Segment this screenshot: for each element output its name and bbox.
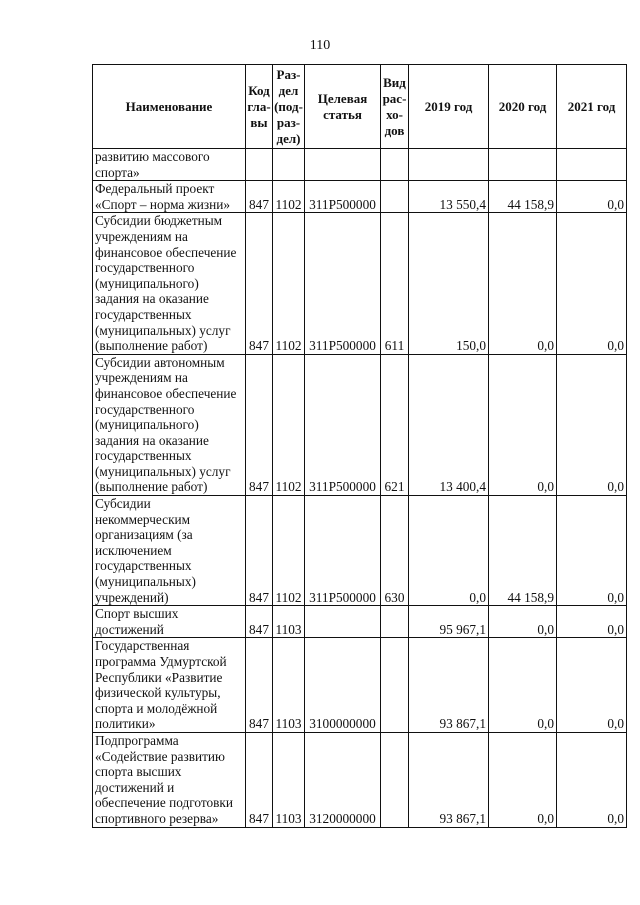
- row-expense-type: [381, 606, 409, 638]
- row-2019: 95 967,1: [409, 606, 489, 638]
- row-section: 1102: [273, 181, 305, 213]
- budget-table: [92, 64, 627, 828]
- row-2019: 13 550,4: [409, 181, 489, 213]
- col-header-code: Код гла- вы: [246, 65, 273, 149]
- row-target: [305, 149, 381, 181]
- row-2021: 0,0: [557, 638, 627, 733]
- row-target: 3100000000: [305, 638, 381, 733]
- row-name: Субсидии автономным учреждениям на финансовое обеспечение государственного (муниципального) задания на оказание государственных (муниципальных) услуг (выполнение работ): [93, 354, 246, 495]
- row-expense-type: [381, 638, 409, 733]
- table-row: [93, 638, 627, 733]
- table-row: [93, 149, 627, 181]
- row-expense-type: [381, 732, 409, 827]
- row-section: 1103: [273, 638, 305, 733]
- row-2021: [557, 149, 627, 181]
- row-2019: 0,0: [409, 496, 489, 606]
- row-expense-type: 611: [381, 213, 409, 354]
- table-row: [93, 732, 627, 827]
- row-name: Субсидии некоммерческим организациям (за исключением государственных (муниципальных) учреждений): [93, 496, 246, 606]
- row-expense-type: [381, 181, 409, 213]
- row-2019: 150,0: [409, 213, 489, 354]
- row-expense-type: [381, 149, 409, 181]
- table-row: [93, 213, 627, 354]
- table-row: [93, 496, 627, 606]
- row-expense-type: 630: [381, 496, 409, 606]
- row-2021: 0,0: [557, 354, 627, 495]
- row-2021: 0,0: [557, 181, 627, 213]
- col-header-2020: 2020 год: [489, 65, 557, 149]
- row-target: 311P500000: [305, 496, 381, 606]
- row-code: 847: [246, 496, 273, 606]
- row-section: 1102: [273, 354, 305, 495]
- row-2021: 0,0: [557, 732, 627, 827]
- col-header-target: Целевая статья: [305, 65, 381, 149]
- row-name: Субсидии бюджетным учреждениям на финансовое обеспечение государственного (муниципального) задания на оказание государственных (муниципальных) услуг (выполнение работ): [93, 213, 246, 354]
- row-code: 847: [246, 638, 273, 733]
- col-header-section: Раз- дел (под- раз- дел): [273, 65, 305, 149]
- row-code: [246, 149, 273, 181]
- col-header-2021: 2021 год: [557, 65, 627, 149]
- row-2021: 0,0: [557, 213, 627, 354]
- row-2020: 44 158,9: [489, 496, 557, 606]
- row-code: 847: [246, 354, 273, 495]
- row-section: [273, 149, 305, 181]
- row-2020: 0,0: [489, 732, 557, 827]
- row-target: [305, 606, 381, 638]
- row-section: 1102: [273, 496, 305, 606]
- header-row: [93, 65, 627, 149]
- row-target: 311P500000: [305, 181, 381, 213]
- table-row: [93, 181, 627, 213]
- row-code: 847: [246, 732, 273, 827]
- row-2021: 0,0: [557, 496, 627, 606]
- row-2019: 93 867,1: [409, 638, 489, 733]
- row-2020: 0,0: [489, 354, 557, 495]
- col-header-2019: 2019 год: [409, 65, 489, 149]
- table-row: [93, 606, 627, 638]
- row-name: Подпрограмма «Содействие развитию спорта высших достижений и обеспечение подготовки спортивного резерва»: [93, 732, 246, 827]
- row-name: Спорт высших достижений: [93, 606, 246, 638]
- row-section: 1102: [273, 213, 305, 354]
- row-target: 311P500000: [305, 354, 381, 495]
- row-target: 311P500000: [305, 213, 381, 354]
- row-code: 847: [246, 181, 273, 213]
- row-2020: [489, 149, 557, 181]
- row-2020: 44 158,9: [489, 181, 557, 213]
- row-2019: [409, 149, 489, 181]
- row-2019: 93 867,1: [409, 732, 489, 827]
- row-2021: 0,0: [557, 606, 627, 638]
- col-header-name: Наименование: [93, 65, 246, 149]
- row-section: 1103: [273, 606, 305, 638]
- row-section: 1103: [273, 732, 305, 827]
- row-2020: 0,0: [489, 638, 557, 733]
- row-name: развитию массового спорта»: [93, 149, 246, 181]
- row-2020: 0,0: [489, 606, 557, 638]
- row-code: 847: [246, 213, 273, 354]
- col-header-expense-type: Вид рас- хо- дов: [381, 65, 409, 149]
- row-name: Федеральный проект «Спорт – норма жизни»: [93, 181, 246, 213]
- row-code: 847: [246, 606, 273, 638]
- row-name: Государственная программа Удмуртской Республики «Развитие физической культуры, спорта и молодёжной политики»: [93, 638, 246, 733]
- row-expense-type: 621: [381, 354, 409, 495]
- table-row: [93, 354, 627, 495]
- row-target: 3120000000: [305, 732, 381, 827]
- row-2019: 13 400,4: [409, 354, 489, 495]
- page-number: 110: [309, 38, 331, 53]
- row-2020: 0,0: [489, 213, 557, 354]
